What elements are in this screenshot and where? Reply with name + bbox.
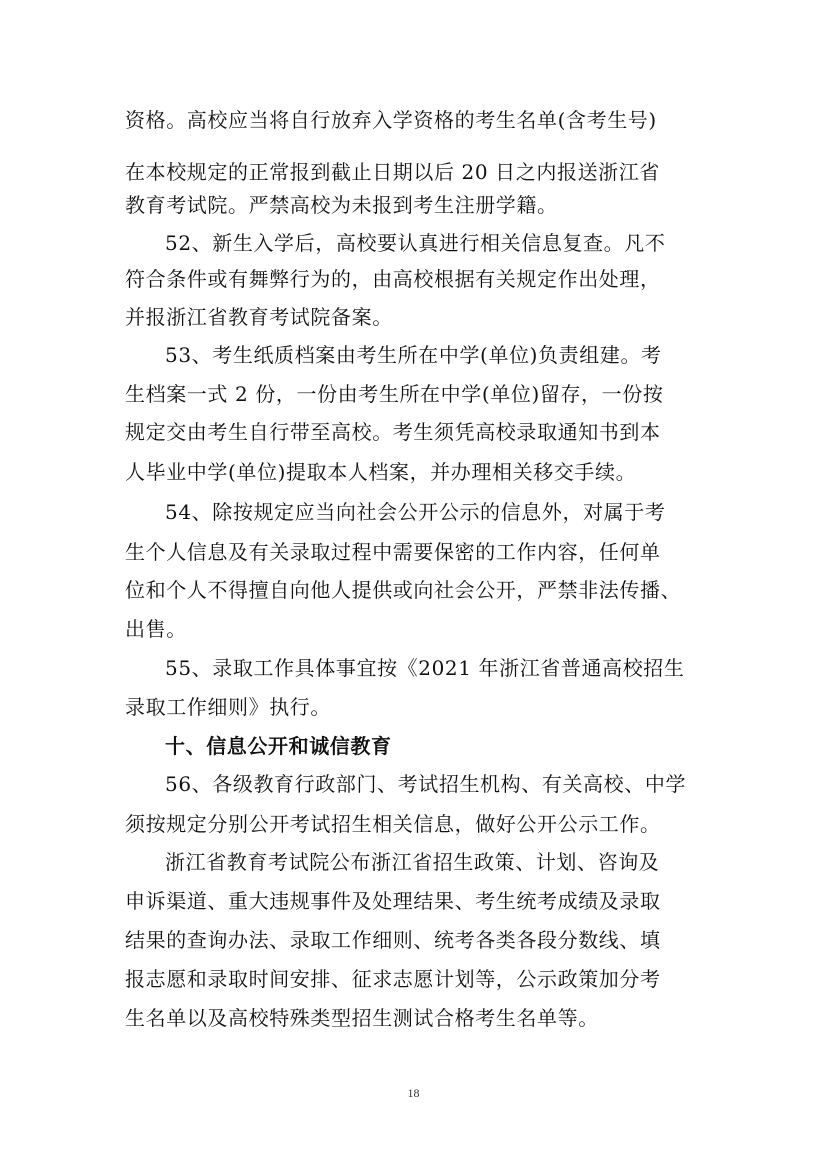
paragraph-53-line-2: 生档案一式 2 份，一份由考生所在中学(单位)留存，一份按 — [125, 382, 664, 406]
paragraph-53-line-4: 人毕业中学(单位)提取本人档案，并办理相关移交手续。 — [125, 460, 637, 484]
paragraph-55-line-1: 55、录取工作具体事宜按《2021 年浙江省普通高校招生 — [165, 656, 685, 680]
paragraph-51-line-3: 教育考试院。严禁高校为未报到考生注册学籍。 — [125, 193, 558, 217]
paragraph-57-line-1: 浙江省教育考试院公布浙江省招生政策、计划、咨询及 — [165, 850, 660, 874]
paragraph-56-line-2: 须按规定分别公开考试招生相关信息，做好公开公示工作。 — [125, 812, 661, 836]
paragraph-54-line-3: 位和个人不得擅自向他人提供或向社会公开，严禁非法传播、 — [125, 578, 682, 602]
paragraph-52-line-1: 52、新生入学后，高校要认真进行相关信息复查。凡不 — [165, 231, 666, 255]
paragraph-54-line-4: 出售。 — [125, 617, 187, 641]
paragraph-51-line-1: 资格。高校应当将自行放弃入学资格的考生名单(含考生号) — [125, 108, 657, 132]
paragraph-57-line-3: 结果的查询办法、录取工作细则、统考各类各段分数线、填 — [125, 928, 661, 952]
paragraph-57-line-2: 申诉渠道、重大违规事件及处理结果、考生统考成绩及录取 — [125, 889, 661, 913]
paragraph-57-line-4: 报志愿和录取时间安排、征求志愿计划等，公示政策加分考 — [125, 967, 661, 991]
paragraph-52-line-3: 并报浙江省教育考试院备案。 — [125, 305, 393, 329]
paragraph-55-line-2: 录取工作细则》执行。 — [125, 695, 331, 719]
paragraph-51-line-2: 在本校规定的正常报到截止日期以后 20 日之内报送浙江省 — [125, 160, 660, 184]
paragraph-56-line-1: 56、各级教育行政部门、考试招生机构、有关高校、中学 — [165, 772, 687, 796]
paragraph-53-line-1: 53、考生纸质档案由考生所在中学(单位)负责组建。考 — [165, 343, 662, 367]
paragraph-54-line-1: 54、除按规定应当向社会公开公示的信息外，对属于考 — [165, 500, 666, 524]
section-heading: 十、信息公开和诚信教育 — [165, 734, 392, 758]
paragraph-57-line-5: 生名单以及高校特殊类型招生测试合格考生名单等。 — [125, 1006, 599, 1030]
paragraph-52-line-2: 符合条件或有舞弊行为的，由高校根据有关规定作出处理， — [125, 267, 661, 291]
page-number: 18 — [407, 1086, 420, 1100]
paragraph-53-line-3: 规定交由考生自行带至高校。考生须凭高校录取通知书到本 — [125, 420, 661, 444]
paragraph-54-line-2: 生个人信息及有关录取过程中需要保密的工作内容，任何单 — [125, 540, 661, 564]
